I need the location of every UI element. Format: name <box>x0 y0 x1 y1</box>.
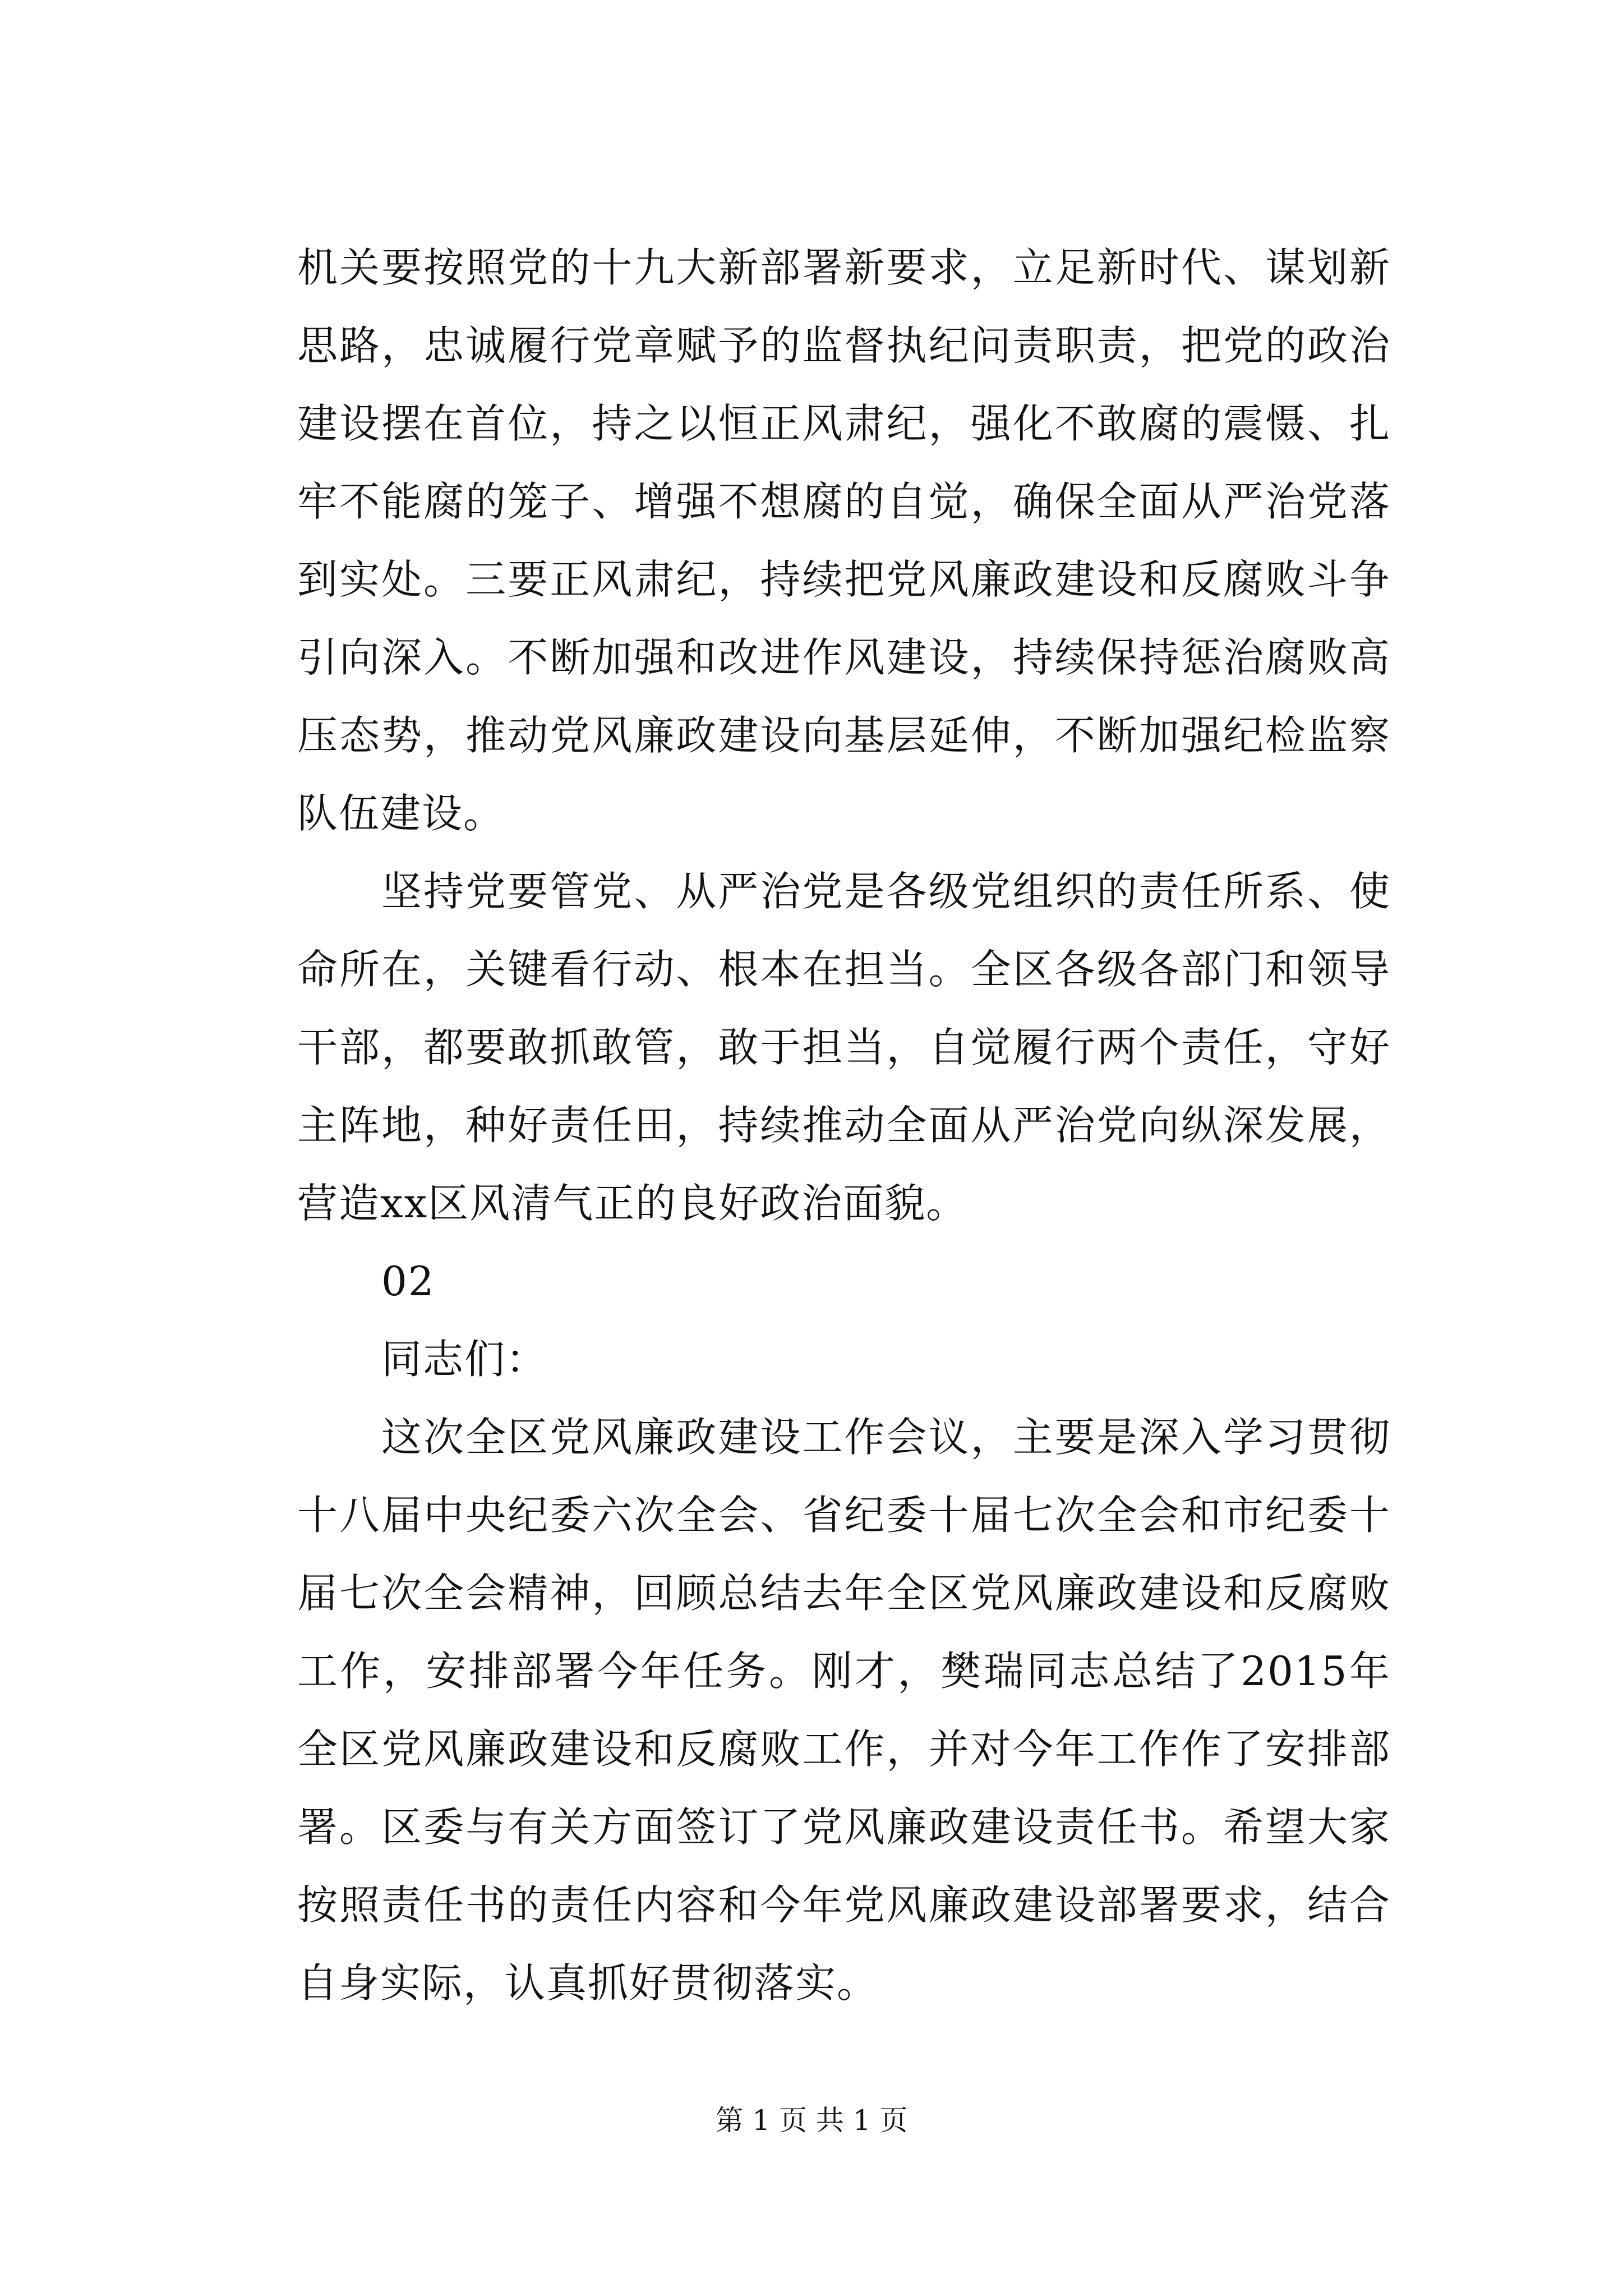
page-footer: 第 1 页 共 1 页 <box>715 2104 908 2137</box>
paragraph-continuation: 机关要按照党的十九大新部署新要求，立足新时代、谋划新思路，忠诚履行党章赋予的监督执纪问责职责，把党的政治建设摆在首位，持之以恒正风肃纪，强化不敢腐的震慑、扎牢不能腐的笼子、增强不想腐的自觉，确保全面从严治党落到实处。三要正风肃纪，持续把党风廉政建设和反腐败斗争引向深入。不断加强和改进作风建设，持续保持惩治腐败高压态势，推动党风廉政建设向基层延伸，不断加强纪检监察队伍建设。 <box>297 244 1391 837</box>
paragraph-responsibility: 坚持党要管党、从严治党是各级党组织的责任所系、使命所在，关键看行动、根本在担当。全区各级各部门和领导干部，都要敢抓敢管，敢于担当，自觉履行两个责任，守好主阵地，种好责任田，持续推动全面从严治党向纵深发展，营造xx区风清气正的良好政治面貌。 <box>297 868 1391 1227</box>
document-body <box>297 229 1391 2022</box>
salutation: 同志们： <box>381 1336 548 1383</box>
paragraph-meeting: 这次全区党风廉政建设工作会议，主要是深入学习贯彻十八届中央纪委六次全会、省纪委十届七次全会和市纪委十届七次全会精神，回顾总结去年全区党风廉政建设和反腐败工作，安排部署今年任务。刚才，樊瑞同志总结了2015年全区党风廉政建设和反腐败工作，并对今年工作作了安排部署。区委与有关方面签订了党风廉政建设责任书。希望大家按照责任书的责任内容和今年党风廉政建设部署要求，结合自身实际，认真抓好贯彻落实。 <box>297 1414 1391 2007</box>
section-number: 02 <box>381 1258 435 1305</box>
